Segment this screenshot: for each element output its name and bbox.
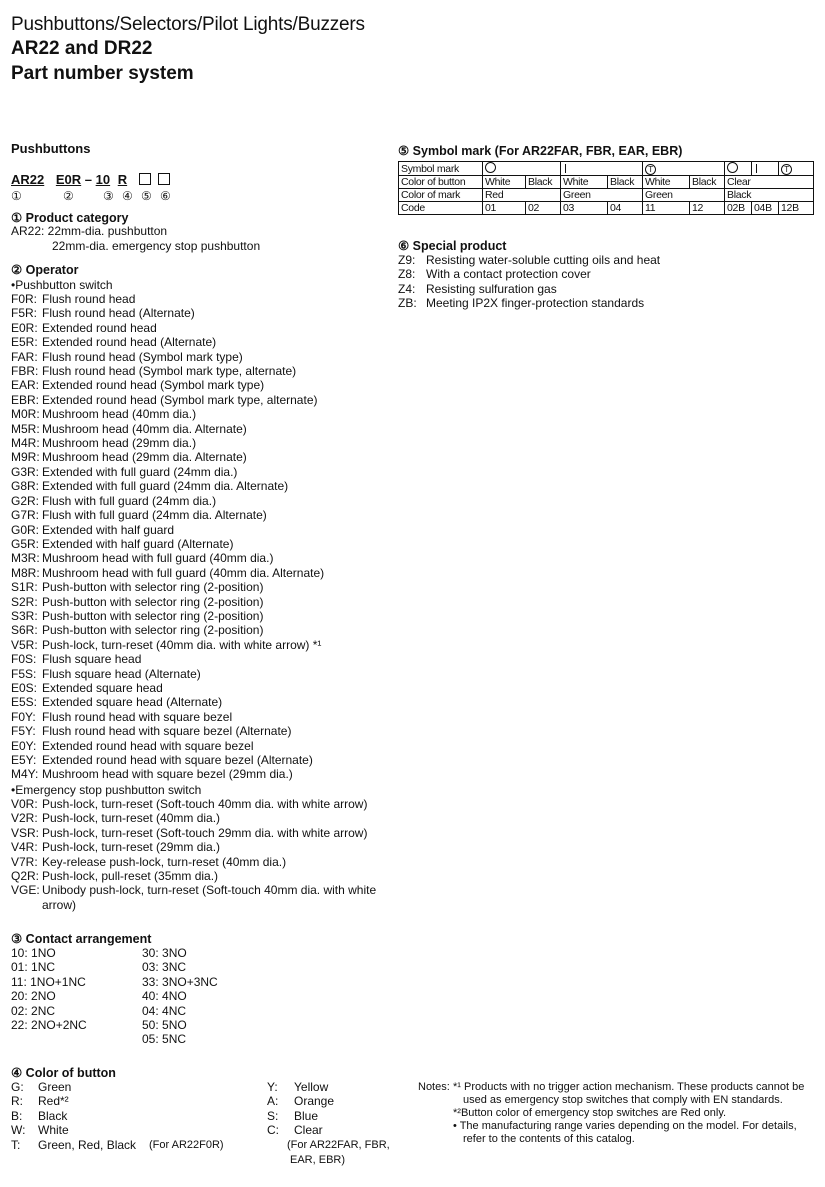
color-heading: ④ Color of button (11, 1066, 116, 1080)
bar-symbol-icon (756, 164, 757, 173)
product-category-line1: AR22: 22mm-dia. pushbutton (11, 224, 168, 238)
operator-description: Mushroom head (29mm dia. Alternate) (42, 450, 247, 465)
part-number-pattern (11, 172, 170, 187)
contact-item: 22: 2NO+2NC (11, 1018, 87, 1033)
emergency-operator-code: VSR: (11, 825, 40, 840)
operator-description: Flush round head (Symbol mark type, alternate) (42, 364, 297, 379)
symbol-mark-table (398, 161, 814, 215)
operator-item (11, 335, 324, 349)
button-color-row (399, 176, 814, 189)
circle-symbol-icon (485, 162, 496, 173)
operator-description: Mushroom head (40mm dia.) (42, 407, 197, 422)
mark-color-cell: Green (561, 189, 643, 202)
emergency-switch-subheading: •Emergency stop pushbutton switch (11, 783, 202, 797)
color-code: G: (11, 1080, 24, 1094)
emergency-operator-item (11, 883, 376, 897)
operator-item (11, 580, 324, 594)
pn-symbol-box (139, 173, 151, 185)
contact-item: 50: 5NO (142, 1018, 187, 1033)
code-cell: 02 (526, 202, 561, 215)
operator-item (11, 494, 324, 508)
emergency-operator-description: Push-lock, pull-reset (35mm dia.) (42, 869, 219, 884)
emergency-operator-item (11, 811, 376, 825)
operator-description: Extended with full guard (24mm dia. Alternate) (42, 479, 289, 494)
color-list-col1 (11, 1080, 136, 1152)
operator-code: F0R: (11, 292, 38, 306)
operator-description: Extended square head (Alternate) (42, 695, 223, 710)
t-symbol-icon: T (645, 164, 656, 175)
marker-6: ⑥ (160, 189, 171, 203)
code-cell: 03 (561, 202, 608, 215)
contact-item: 01: 1NC (11, 960, 56, 975)
operator-item (11, 609, 324, 623)
special-product-item (398, 296, 660, 310)
note-3b: refer to the contents of this catalog. (463, 1133, 635, 1145)
contact-heading: ③ Contact arrangement (11, 932, 152, 946)
code-cell: 01 (483, 202, 526, 215)
symbol-row (399, 162, 814, 176)
color-item (11, 1123, 136, 1137)
pn-operator: E0R (55, 172, 82, 187)
pushbuttons-heading: Pushbuttons (11, 141, 91, 156)
operator-list-emergency (11, 797, 376, 898)
operator-item (11, 306, 324, 320)
page-subtitle: Part number system (11, 63, 194, 84)
operator-code: FAR: (11, 349, 38, 364)
circle-symbol-icon (727, 162, 738, 173)
operator-description: Extended round head (Alternate) (42, 335, 217, 350)
operator-item (11, 537, 324, 551)
operator-item (11, 465, 324, 479)
button-color-cell: White (643, 176, 690, 189)
contact-item: 05: 5NC (142, 1032, 187, 1047)
product-category-heading: ① Product category (11, 211, 129, 225)
special-product-item (398, 267, 660, 281)
marker-4: ④ (122, 189, 133, 203)
operator-description: Push-button with selector ring (2-position) (42, 580, 264, 595)
special-product-list (398, 253, 660, 311)
operator-description: Extended round head (42, 320, 157, 335)
mark-color-cell: Red (483, 189, 561, 202)
operator-item (11, 450, 324, 464)
color-item (267, 1080, 334, 1094)
operator-description: Push-lock, turn-reset (40mm dia. with white arrow) *¹ (42, 637, 322, 652)
emergency-operator-item (11, 797, 376, 811)
bar-symbol-icon (565, 164, 566, 173)
operator-description: Extended with half guard (Alternate) (42, 536, 234, 551)
operator-description: Push-button with selector ring (2-position) (42, 608, 264, 623)
operator-code: G5R: (11, 536, 40, 551)
color-description: White (38, 1123, 69, 1138)
operator-description: Mushroom head (29mm dia.) (42, 436, 197, 451)
contact-list-col1 (11, 946, 87, 1032)
special-product-description: Resisting water-soluble cutting oils and heat (426, 253, 661, 267)
color-description: Blue (294, 1108, 319, 1123)
pn-special-box (158, 173, 170, 185)
row-label-code: Code (399, 202, 483, 215)
operator-description: Extended with half guard (42, 522, 175, 537)
emergency-operator-code: V7R: (11, 854, 38, 869)
t-symbol-icon: T (781, 164, 792, 175)
color-code: C: (267, 1123, 279, 1138)
operator-list-pushbutton (11, 292, 324, 782)
operator-description: Extended round head with square bezel (42, 738, 254, 753)
color-t-note: (For AR22F0R) (149, 1139, 224, 1151)
operator-code: S3R: (11, 608, 38, 623)
special-product-code: Z8: (398, 267, 416, 282)
product-category-line2: 22mm-dia. emergency stop pushbutton (52, 239, 261, 253)
operator-item (11, 378, 324, 392)
color-description: Yellow (294, 1080, 329, 1094)
operator-code: V5R: (11, 637, 38, 652)
operator-description: Flush round head with square bezel (Alternate) (42, 724, 292, 739)
special-product-item (398, 253, 660, 267)
operator-description: Extended round head (Symbol mark type, alternate) (42, 392, 318, 407)
marker-3: ③ (103, 189, 114, 203)
operator-item (11, 724, 324, 738)
operator-code: E0R: (11, 320, 38, 335)
color-code: W: (11, 1123, 26, 1138)
row-label-mark-color: Color of mark (399, 189, 483, 202)
operator-code: EBR: (11, 392, 40, 407)
operator-code: E0S: (11, 680, 38, 695)
operator-code: G2R: (11, 493, 40, 508)
contact-item: 02: 2NC (11, 1003, 56, 1018)
contact-item: 33: 3NO+3NC (142, 974, 218, 989)
contact-item: 10: 1NO (11, 946, 56, 960)
emergency-operator-code: Q2R: (11, 869, 40, 884)
special-product-description: Meeting IP2X finger-protection standards (426, 296, 645, 311)
symbol-bar-cell-2 (752, 162, 779, 176)
operator-item (11, 638, 324, 652)
special-product-heading: ⑥ Special product (398, 239, 507, 253)
operator-code: M0R: (11, 407, 40, 422)
pn-series: AR22 (11, 172, 45, 187)
code-cell: 02B (725, 202, 752, 215)
special-product-code: Z4: (398, 281, 416, 296)
note-2: *²Button color of emergency stop switches are Red only. (453, 1107, 727, 1119)
operator-description: Push-button with selector ring (2-position) (42, 594, 264, 609)
emergency-operator-description: Key-release push-lock, turn-reset (40mm dia.) (42, 854, 287, 869)
operator-description: Mushroom head with full guard (40mm dia. Alternate) (42, 565, 325, 580)
color-c-note1: (For AR22FAR, FBR, (287, 1139, 390, 1151)
operator-code: EAR: (11, 378, 40, 393)
contact-item: 11: 1NO+1NC (11, 974, 86, 989)
emergency-operator-description: Push-lock, turn-reset (40mm dia.) (42, 811, 221, 826)
operator-item (11, 364, 324, 378)
color-description: Black (38, 1108, 68, 1123)
button-color-cell: Black (690, 176, 725, 189)
operator-code: M4Y: (11, 767, 39, 782)
symbol-bar-cell (561, 162, 643, 176)
color-description: Green (38, 1080, 72, 1094)
operator-item (11, 695, 324, 709)
pushbutton-switch-subheading: •Pushbutton switch (11, 278, 113, 292)
mark-color-cell: Green (643, 189, 725, 202)
page-title: AR22 and DR22 (11, 38, 153, 59)
button-color-cell: Clear (725, 176, 814, 189)
operator-code: F5R: (11, 306, 38, 321)
button-color-cell: Black (526, 176, 561, 189)
operator-code: G3R: (11, 464, 40, 479)
operator-item (11, 407, 324, 421)
emergency-operator-description: Push-lock, turn-reset (Soft-touch 29mm dia. with white arrow) (42, 825, 368, 840)
code-cell: 04B (752, 202, 779, 215)
page-supertitle: Pushbuttons/Selectors/Pilot Lights/Buzzers (11, 14, 365, 35)
color-item (267, 1123, 334, 1137)
color-item (11, 1080, 136, 1094)
operator-description: Flush with full guard (24mm dia. Alternate) (42, 508, 267, 523)
emergency-operator-item (11, 869, 376, 883)
operator-description: Push-button with selector ring (2-position) (42, 623, 264, 638)
color-item (267, 1094, 334, 1108)
emergency-operator-description: Push-lock, turn-reset (29mm dia.) (42, 840, 221, 855)
operator-code: M9R: (11, 450, 40, 465)
operator-item (11, 436, 324, 450)
operator-code: M3R: (11, 551, 40, 566)
operator-description: Extended round head with square bezel (Alternate) (42, 753, 313, 767)
special-product-code: Z9: (398, 253, 416, 267)
row-label-symbol: Symbol mark (399, 162, 483, 176)
note-1b: used as emergency stop switches that comply with EN standards. (463, 1094, 783, 1106)
operator-code: M8R: (11, 565, 40, 580)
color-code: S: (267, 1108, 279, 1123)
operator-code: S6R: (11, 623, 38, 638)
operator-vge-continuation: arrow) (42, 898, 77, 912)
color-description: Green, Red, Black (38, 1137, 137, 1152)
code-row (399, 202, 814, 215)
operator-description: Mushroom head (40mm dia. Alternate) (42, 421, 247, 436)
operator-code: G0R: (11, 522, 40, 537)
marker-1: ① (11, 189, 22, 203)
operator-description: Extended round head (Symbol mark type) (42, 378, 265, 393)
color-description: Orange (294, 1094, 335, 1109)
operator-description: Mushroom head with full guard (40mm dia.) (42, 551, 274, 566)
mark-color-cell: Black (725, 189, 814, 202)
operator-code: G7R: (11, 508, 40, 523)
color-code: R: (11, 1094, 23, 1109)
emergency-operator-item (11, 826, 376, 840)
color-description: Clear (294, 1123, 323, 1138)
operator-item (11, 753, 324, 767)
color-code: B: (11, 1108, 23, 1123)
operator-code: E5Y: (11, 753, 37, 767)
operator-description: Flush square head (Alternate) (42, 666, 201, 681)
symbol-circle-cell (483, 162, 561, 176)
operator-item (11, 652, 324, 666)
operator-description: Flush with full guard (24mm dia.) (42, 493, 217, 508)
color-item (11, 1109, 136, 1123)
operator-code: M4R: (11, 436, 40, 451)
operator-code: S2R: (11, 594, 38, 609)
operator-item (11, 523, 324, 537)
operator-item (11, 681, 324, 695)
operator-heading: ② Operator (11, 263, 79, 277)
operator-code: F0Y: (11, 709, 36, 724)
operator-description: Extended square head (42, 680, 163, 695)
operator-description: Flush round head (Symbol mark type) (42, 349, 243, 364)
color-code: A: (267, 1094, 279, 1109)
marker-2: ② (63, 189, 74, 203)
emergency-operator-code: V2R: (11, 811, 38, 826)
operator-code: E5S: (11, 695, 38, 710)
operator-item (11, 739, 324, 753)
marker-5: ⑤ (141, 189, 152, 203)
row-label-button-color: Color of button (399, 176, 483, 189)
operator-item (11, 623, 324, 637)
operator-description: Flush square head (42, 652, 142, 667)
operator-code: F5S: (11, 666, 37, 681)
operator-description: Flush round head with square bezel (42, 709, 233, 724)
code-cell: 11 (643, 202, 690, 215)
note-1a: *¹ Products with no trigger action mechanism. These products cannot be (453, 1081, 805, 1093)
operator-item (11, 508, 324, 522)
contact-item: 40: 4NO (142, 989, 187, 1004)
note-3a: • The manufacturing range varies depending on the model. For details, (453, 1120, 797, 1132)
operator-code: E5R: (11, 335, 38, 350)
code-cell: 04 (608, 202, 643, 215)
operator-item (11, 667, 324, 681)
color-item (267, 1109, 334, 1123)
operator-item (11, 479, 324, 493)
emergency-operator-item (11, 840, 376, 854)
operator-item (11, 292, 324, 306)
emergency-operator-code: VGE: (11, 883, 40, 898)
operator-code: FBR: (11, 364, 39, 379)
symbol-t-cell-2 (779, 162, 814, 176)
operator-item (11, 710, 324, 724)
symbol-t-cell (643, 162, 725, 176)
operator-code: E0Y: (11, 738, 37, 753)
operator-description: Flush round head (Alternate) (42, 306, 195, 321)
special-product-description: With a contact protection cover (426, 267, 591, 282)
emergency-operator-item (11, 855, 376, 869)
contact-item: 30: 3NO (142, 946, 187, 960)
color-list-col2 (267, 1080, 334, 1138)
code-cell: 12 (690, 202, 725, 215)
color-description: Red*² (38, 1094, 69, 1109)
pn-contact: 10 (95, 172, 111, 187)
color-c-note2: EAR, EBR) (290, 1154, 346, 1166)
operator-description: Extended with full guard (24mm dia.) (42, 464, 238, 479)
operator-code: F0S: (11, 652, 37, 667)
special-product-description: Resisting sulfuration gas (426, 281, 557, 296)
contact-item: 03: 3NC (142, 960, 187, 975)
contact-list-col2 (142, 946, 218, 1047)
operator-code: S1R: (11, 580, 38, 595)
operator-code: F5Y: (11, 724, 36, 739)
operator-item (11, 422, 324, 436)
symbol-mark-heading: ⑤ Symbol mark (For AR22FAR, FBR, EAR, EBR) (398, 144, 683, 158)
operator-item (11, 595, 324, 609)
button-color-cell: Black (608, 176, 643, 189)
pn-color: R (117, 172, 128, 187)
button-color-cell: White (483, 176, 526, 189)
contact-item: 04: 4NC (142, 1003, 187, 1018)
notes-label: Notes: (418, 1081, 450, 1093)
emergency-operator-description: Push-lock, turn-reset (Soft-touch 40mm dia. with white arrow) (42, 797, 368, 811)
pn-dash: – (84, 172, 93, 187)
emergency-operator-code: V4R: (11, 840, 38, 855)
symbol-circle-cell-2 (725, 162, 752, 176)
operator-item (11, 551, 324, 565)
operator-description: Flush round head (42, 292, 136, 306)
emergency-operator-code: V0R: (11, 797, 38, 811)
operator-item (11, 321, 324, 335)
contact-item: 20: 2NO (11, 989, 56, 1004)
special-product-code: ZB: (398, 296, 417, 311)
mark-color-row (399, 189, 814, 202)
color-code: Y: (267, 1080, 278, 1094)
color-code: T: (11, 1137, 21, 1152)
operator-item (11, 566, 324, 580)
color-item (11, 1094, 136, 1108)
code-cell: 12B (779, 202, 814, 215)
operator-code: M5R: (11, 421, 40, 436)
color-item (11, 1138, 136, 1152)
special-product-item (398, 282, 660, 296)
button-color-cell: White (561, 176, 608, 189)
operator-item (11, 393, 324, 407)
emergency-operator-description: Unibody push-lock, turn-reset (Soft-touch 40mm dia. with white (42, 883, 377, 898)
operator-description: Mushroom head with square bezel (29mm dia.) (42, 767, 293, 782)
operator-code: G8R: (11, 479, 40, 494)
operator-item (11, 350, 324, 364)
operator-item (11, 767, 324, 781)
